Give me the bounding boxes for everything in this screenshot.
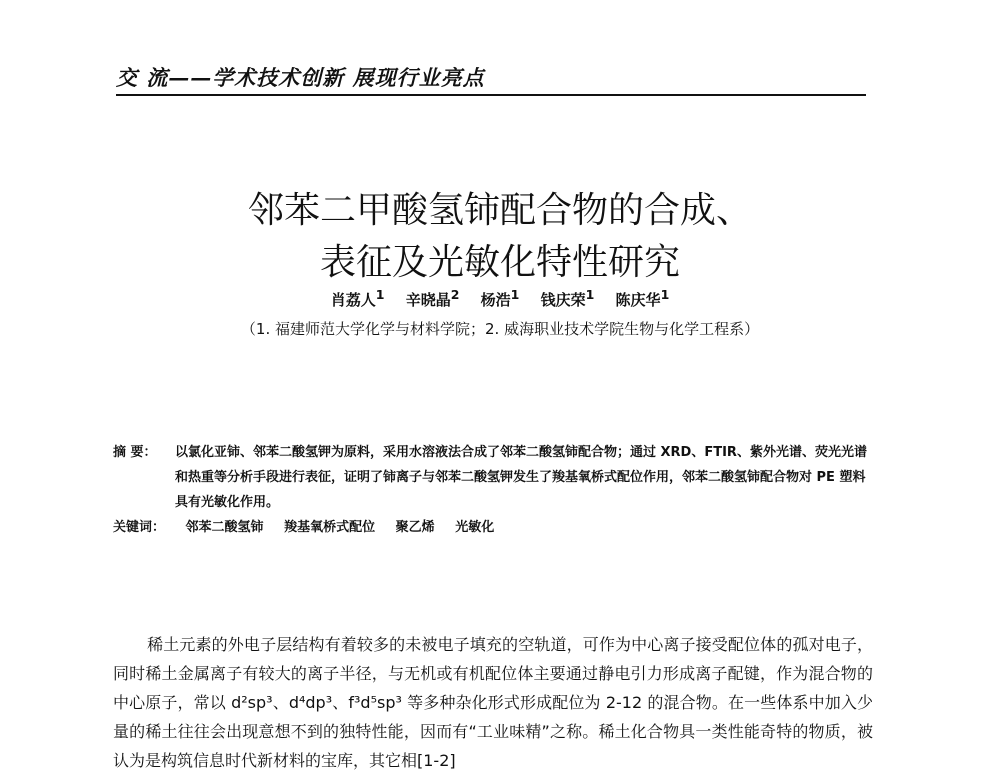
title-line-2: 表征及光敏化特性研究 — [319, 242, 680, 283]
title-line-1: 邻苯二甲酸氢铈配合物的合成、 — [247, 190, 752, 231]
keyword: 聚乙烯 — [395, 520, 435, 535]
keyword: 邻苯二酸氢铈 — [185, 520, 264, 535]
keywords-label: 关键词： — [113, 520, 166, 535]
journal-header — [116, 62, 866, 92]
abstract-label: 摘 要： — [113, 445, 157, 460]
body-paragraph — [113, 630, 873, 775]
author: 陈庆华$^1$ — [615, 287, 670, 309]
keyword: 羧基氧桥式配位 — [284, 520, 376, 535]
body-text: 稀土元素的外电子层结构有着较多的未被电子填充的空轨道，可作为中心离子接受配位体的孤对电子，同时稀土金属离子有较大的离子半径，与无机或有机配位体主要通过静电引力形成离子配键，作为混合物的中心原子，常以 d²sp³、d⁴dp³、f³d⁵sp³ 等多种杂化形式形成配位为 2-12 的混合物。在一些体系中加入少量的稀土往往会出现意想不到的独特性能，因而有“工业味精”之称。稀土化合物具一类性能奇特的物质，被认为是构筑信息时代新材料的宝库，其它相[1-2] — [113, 635, 873, 770]
header-rule — [116, 94, 866, 96]
abstract-text: 以氯化亚铈、邻苯二酸氢钾为原料，采用水溶液法合成了邻苯二酸氢铈配合物；通过 XRD、FTIR、紫外光谱、荧光光谱和热重等分析手段进行表征，证明了铈离子与邻苯二酸氢钾发生了羧基氧桥式配位作用，邻苯二酸氢铈配合物对 PE 塑料具有光敏化作用。 — [175, 445, 867, 510]
header-text: 交 流——学术技术创新 展现行业亮点 — [116, 65, 485, 90]
abstract — [113, 440, 873, 515]
author: 杨浩$^1$ — [480, 287, 520, 309]
author: 肖荔人$^1$ — [330, 287, 385, 309]
keywords — [113, 516, 510, 535]
affiliations: （1. 福建师范大学化学与材料学院；2. 威海职业技术学院生物与化学工程系） — [240, 320, 760, 338]
keyword: 光敏化 — [455, 520, 495, 535]
author-list — [0, 287, 1000, 310]
author: 钱庆荣$^1$ — [540, 287, 595, 309]
author: 辛晓晶$^2$ — [405, 287, 460, 309]
